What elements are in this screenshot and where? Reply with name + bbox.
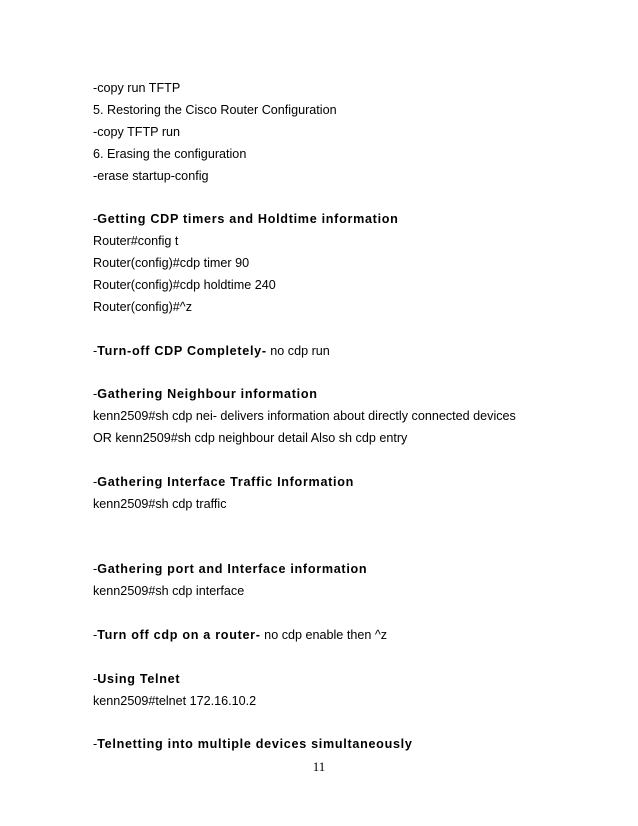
heading-text: Telnetting into multiple devices simultaneously <box>97 737 413 751</box>
heading-text: Using Telnet <box>97 672 181 686</box>
command-line: kenn2509#sh cdp nei- delivers information about directly connected devices <box>93 409 516 423</box>
command-line: Router(config)#cdp timer 90 <box>93 256 250 270</box>
command-line: Router#config t <box>93 234 179 248</box>
heading-dash: - <box>93 737 98 751</box>
heading-dash: - <box>93 562 98 576</box>
heading-trail: no cdp enable then ^z <box>260 628 388 642</box>
page-number: 11 <box>312 759 326 774</box>
section-heading <box>93 386 318 402</box>
text-line: -copy run TFTP <box>93 81 181 95</box>
heading-dash: - <box>93 475 98 489</box>
heading-dash: - <box>93 628 98 642</box>
text-line: 5. Restoring the Cisco Router Configuration <box>93 103 337 117</box>
section-heading <box>93 343 330 359</box>
heading-text: Getting CDP timers and Holdtime information <box>97 212 399 226</box>
text-line: -copy TFTP run <box>93 125 181 139</box>
heading-text: Turn off cdp on a router- <box>97 628 261 642</box>
heading-text: Gathering Interface Traffic Information <box>97 475 355 489</box>
heading-trail: no cdp run <box>266 344 330 358</box>
section-heading <box>93 736 413 752</box>
command-line: kenn2509#sh cdp traffic <box>93 497 227 511</box>
heading-text: Gathering port and Interface information <box>97 562 368 576</box>
heading-dash: - <box>93 212 98 226</box>
command-line: Router(config)#^z <box>93 300 193 314</box>
heading-text: Gathering Neighbour information <box>97 387 318 401</box>
heading-dash: - <box>93 344 98 358</box>
command-line: kenn2509#telnet 172.16.10.2 <box>93 694 257 708</box>
command-line: kenn2509#sh cdp interface <box>93 584 245 598</box>
heading-dash: - <box>93 387 98 401</box>
heading-text: Turn-off CDP Completely- <box>97 344 267 358</box>
section-heading <box>93 561 367 577</box>
section-heading <box>93 671 180 687</box>
command-line: Router(config)#cdp holdtime 240 <box>93 278 276 292</box>
text-line: 6. Erasing the configuration <box>93 147 247 161</box>
section-heading <box>93 627 387 643</box>
section-heading <box>93 474 354 490</box>
heading-dash: - <box>93 672 98 686</box>
text-line: -erase startup-config <box>93 169 209 183</box>
command-line: OR kenn2509#sh cdp neighbour detail Also sh cdp entry <box>93 431 408 445</box>
section-heading <box>93 211 399 227</box>
